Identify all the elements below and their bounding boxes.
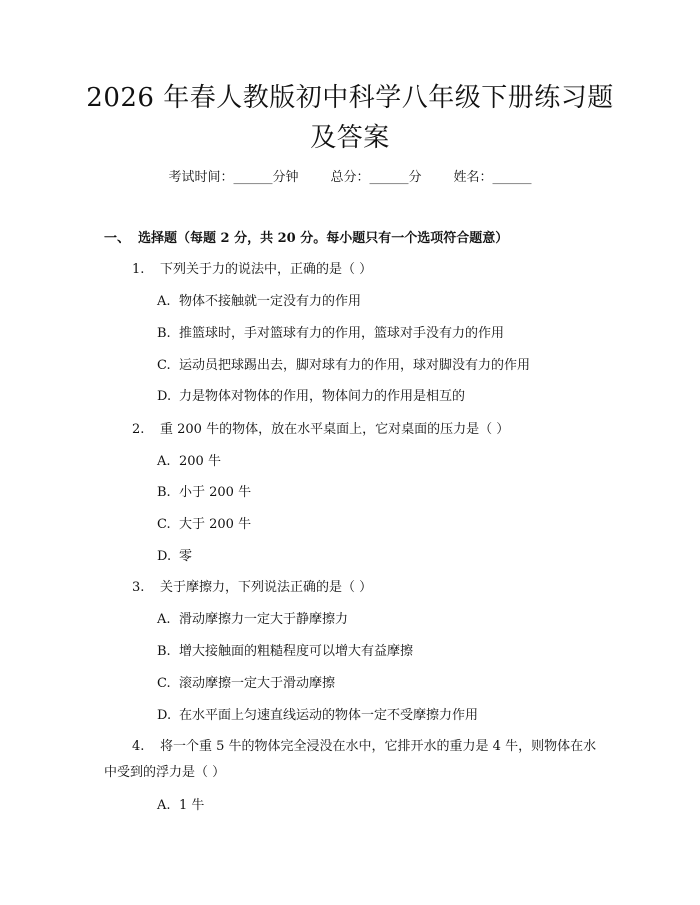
option-2a [157,452,221,472]
option-1d [157,387,465,407]
section-title: 选择题（每题 2 分，共 20 分。每小题只有一个选项符合题意） [138,231,509,246]
option-letter: D. [157,549,172,564]
option-1c [157,356,530,376]
option-letter: C. [157,358,171,373]
option-text: 推篮球时，手对篮球有力的作用，篮球对手没有力的作用 [179,326,505,341]
option-letter: C. [157,676,171,691]
option-text: 运动员把球踢出去，脚对球有力的作用，球对脚没有力的作用 [179,358,531,373]
option-3a [157,610,348,630]
question-text: 将一个重 5 牛的物体完全浸没在水中，它排开水的重力是 4 牛，则物体在水中受到的浮力是（ ） [104,739,597,780]
option-letter: B. [157,644,171,659]
question-number: 2. [132,422,145,437]
option-text: 1 牛 [179,798,205,813]
option-text: 在水平面上匀速直线运动的物体一定不受摩擦力作用 [179,708,479,723]
exam-time-field: 考试时间：______分钟 [168,170,299,185]
option-letter: C. [157,517,171,532]
exam-info-line [0,168,700,188]
section-number: 一、 [104,231,131,246]
option-2c [157,515,251,535]
option-letter: A. [157,612,171,627]
option-letter: A. [157,454,171,469]
option-3b [157,642,413,662]
option-letter: A. [157,798,171,813]
section-heading [104,229,508,249]
option-1b [157,324,504,344]
option-text: 物体不接触就一定没有力的作用 [179,294,362,309]
option-text: 零 [179,549,193,564]
option-letter: B. [157,326,171,341]
option-text: 滚动摩擦一定大于滑动摩擦 [179,676,336,691]
option-1a [157,292,361,312]
question-number: 4. [132,739,145,754]
option-letter: B. [157,485,171,500]
title-line-2: 及答案 [310,123,390,153]
option-text: 大于 200 牛 [179,517,252,532]
option-text: 小于 200 牛 [179,485,252,500]
document-title [0,78,700,158]
option-2b [157,483,251,503]
question-number: 3. [132,580,145,595]
option-3c [157,674,335,694]
student-name-field: 姓名：______ [453,170,532,185]
option-4a [157,796,204,816]
question-text: 下列关于力的说法中，正确的是（ ） [160,262,373,277]
option-text: 增大接触面的粗糙程度可以增大有益摩擦 [179,644,414,659]
option-text: 滑动摩擦力一定大于静摩擦力 [179,612,349,627]
title-line-1: 2026 年春人教版初中科学八年级下册练习题 [86,83,614,113]
option-letter: A. [157,294,171,309]
option-text: 力是物体对物体的作用，物体间力的作用是相互的 [179,389,466,404]
total-score-field: 总分：______分 [330,170,422,185]
option-letter: D. [157,708,172,723]
question-text: 关于摩擦力，下列说法正确的是（ ） [160,580,373,595]
question-number: 1. [132,262,145,277]
question-4 [104,734,604,786]
option-letter: D. [157,389,172,404]
option-text: 200 牛 [179,454,221,469]
option-3d [157,706,478,726]
question-text: 重 200 牛的物体，放在水平桌面上，它对桌面的压力是（ ） [160,422,510,437]
option-2d [157,547,192,567]
